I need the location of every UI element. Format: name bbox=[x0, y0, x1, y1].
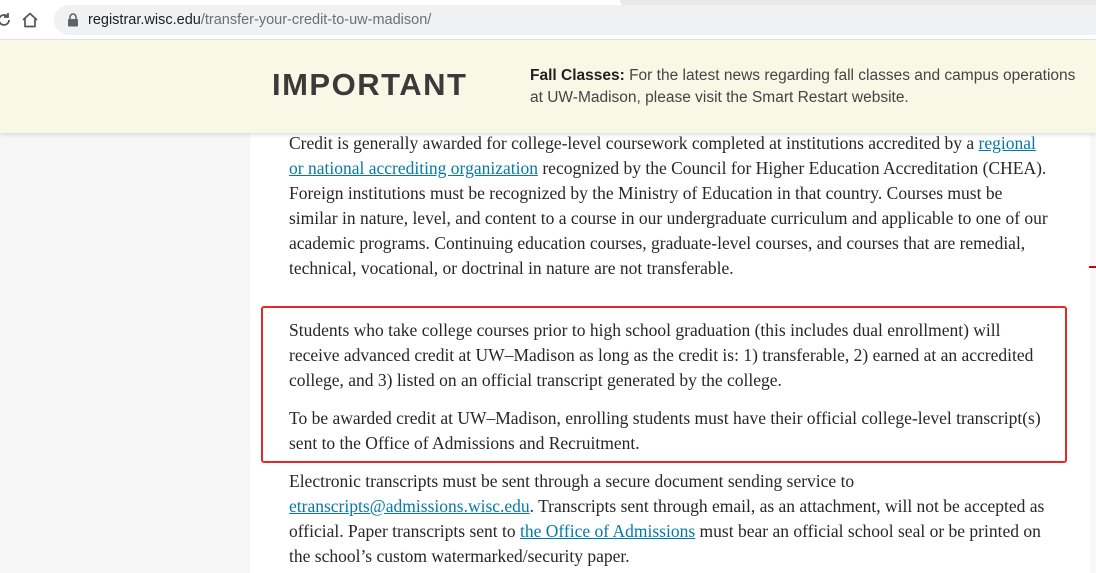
page-content bbox=[0, 133, 1096, 573]
url-host: registrar.wisc.edu bbox=[88, 12, 201, 28]
side-accent-mark bbox=[1089, 266, 1096, 268]
paragraph-text: Credit is generally awarded for college-level coursework completed at institutions accredited by a bbox=[289, 133, 975, 153]
banner-message-text: For the latest news regarding fall classes and campus operations at UW-Madison, please visit the Smart Restart website. bbox=[530, 67, 1076, 106]
office-of-admissions-link[interactable]: the Office of Admissions bbox=[520, 521, 696, 541]
reload-icon[interactable] bbox=[0, 10, 14, 30]
paragraph-text: recognized by the Council for Higher Education Accreditation (CHEA). Foreign institutions must be recognized by the Ministry of Education in that country. Courses must be similar in nature, level, and content to a course in our undergraduate curriculum and applicable to one of our academic programs. Continuing education courses, graduate-level courses, and courses that are remedial, technical, vocational, or doctrinal in nature are not transferable. bbox=[289, 158, 1048, 278]
browser-toolbar bbox=[0, 0, 1096, 40]
banner-message bbox=[530, 65, 1080, 109]
paragraph-accreditation bbox=[289, 131, 1049, 281]
lock-icon bbox=[66, 13, 80, 27]
url-text bbox=[88, 12, 431, 28]
banner-message-label: Fall Classes: bbox=[530, 67, 625, 84]
important-banner bbox=[0, 40, 1096, 133]
etranscripts-email-link[interactable]: etranscripts@admissions.wisc.edu bbox=[289, 496, 530, 516]
paragraph-text: must bear an official school seal or be printed on the school’s custom watermarked/security paper. bbox=[289, 521, 1041, 566]
paragraph-text: Electronic transcripts must be sent through a secure document sending service to bbox=[289, 471, 855, 491]
paragraph-transcript-requirement: To be awarded credit at UW–Madison, enrolling students must have their official college-level transcript(s) sent to the Office of Admissions and Recruitment. bbox=[289, 408, 1041, 453]
banner-title: IMPORTANT bbox=[272, 67, 468, 102]
address-bar[interactable] bbox=[54, 5, 1096, 35]
home-icon[interactable] bbox=[20, 10, 40, 30]
paragraph-dual-enrollment: Students who take college courses prior to high school graduation (this includes dual enrollment) will receive advanced credit at UW–Madison as long as the credit is: 1) transferable, 2) earned at an accredited college, and 3) listed on an official transcript generated by the college. bbox=[289, 320, 1034, 390]
highlight-box bbox=[261, 306, 1067, 463]
accrediting-organization-link[interactable]: regional or national accrediting organization bbox=[289, 133, 1036, 178]
url-path: /transfer-your-credit-to-uw-madison/ bbox=[200, 12, 432, 28]
paragraph-text: . Transcripts sent through email, as an attachment, will not be accepted as official. Paper transcripts sent to bbox=[289, 496, 1045, 541]
paragraph-electronic-transcripts bbox=[289, 469, 1049, 569]
